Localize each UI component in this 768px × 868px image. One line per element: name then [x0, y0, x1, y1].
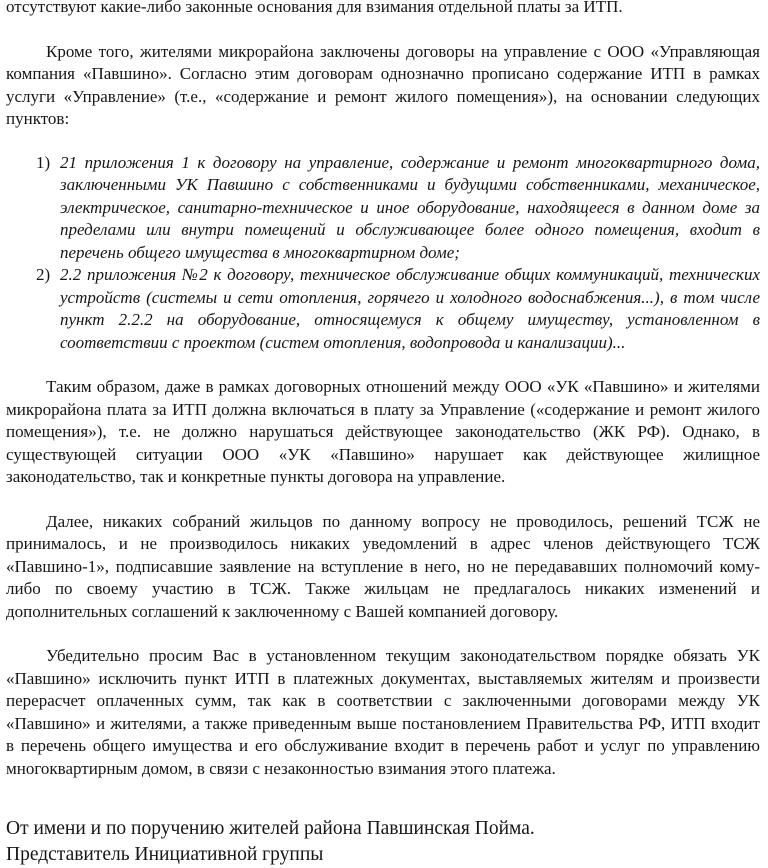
list-item-number: 1) [36, 152, 51, 172]
list-item-number: 2) [36, 265, 51, 284]
paragraph-no-meetings: Далее, никаких собраний жильцов по данному вопросу не проводилось, решений ТСЖ не принималось, и не производилось никаких уведомлений в адрес членов действующего ТСЖ «Павшино-1», подписавшие заявление на вступление в него, но не передававших полномочий кому-либо по своему участию в ТСЖ. Также жильцам не предлагалось никаких изменений и дополнительных соглашений к заключенному с Вашей компанией договору. [6, 511, 760, 621]
list-item-text: 21 приложения 1 к договору на управление, содержание и ремонт многоквартирного дома, заключенными УК Павшино с собственниками и будущими собственниками, механическое, электрическое, санитарно-техническое и иное оборудование, находящееся в данном доме за пределами или внутри помещений и обслуживающее более одного помещения, входит в перечень общего имущества в многоквартирном доме; [60, 152, 760, 262]
signature-block [6, 816, 760, 868]
list-item-text: 2.2 приложения №2 к договору, техническое обслуживание общих коммуникаций, технических устройств (системы и сети отопления, горячего и холодного водоснабжения...), в том числе пункт 2.2.2 на оборудование, относящемуся к общему имуществу, установленном в соответствии с проектом (систем отопления, водопровода и канализации)... [60, 265, 760, 352]
list-item [6, 152, 760, 265]
paragraph-intro-tail: отсутствуют какие-либо законные основания для взимания отдельной платы за ИТП. [6, 0, 623, 16]
paragraph-conclusion: Таким образом, даже в рамках договорных отношений между ООО «УК «Павшино» и жителями микрорайона плата за ИТП должна включаться в плату за Управление («содержание и ремонт жилого помещения»), т.е. не должно нарушаться действующее законодательство (ЖК РФ). Однако, в существующей ситуации ООО «УК «Павшино» нарушает как действующее жилищное законодательство, так и конкретные пункты договора на управление. [6, 377, 760, 486]
signature-line: Представитель Инициативной группы [6, 844, 324, 865]
paragraph-contracts: Кроме того, жителями микрорайона заключены договоры на управление с ООО «Управляющая компания «Павшино». Согласно этим договорам однозначно прописано содержание ИТП в рамках услуги «Управление» (т.е., «содержание и ремонт жилого помещения»), на основании следующих пунктов: [6, 41, 760, 128]
paragraph-request: Убедительно просим Вас в установленном текущим законодательством порядке обязать УК «Павшино» исключить пункт ИТП в платежных документах, выставляемых жителям и произвести перерасчет оплаченных сумм, так как в соответствии с заключенными договорами между УК «Павшино» и жителями, а также приведенным выше постановлением Правительства РФ, ИТП входит в перечень общего имущества и его обслуживание входит в перечень работ и услуг по управлению многоквартирным домом, в связи с незаконностью взимания этого платежа. [6, 646, 760, 778]
list-item [6, 264, 760, 354]
contract-clauses-list [6, 152, 760, 355]
signature-line: От имени и по поручению жителей района Павшинская Пойма. [6, 818, 535, 839]
